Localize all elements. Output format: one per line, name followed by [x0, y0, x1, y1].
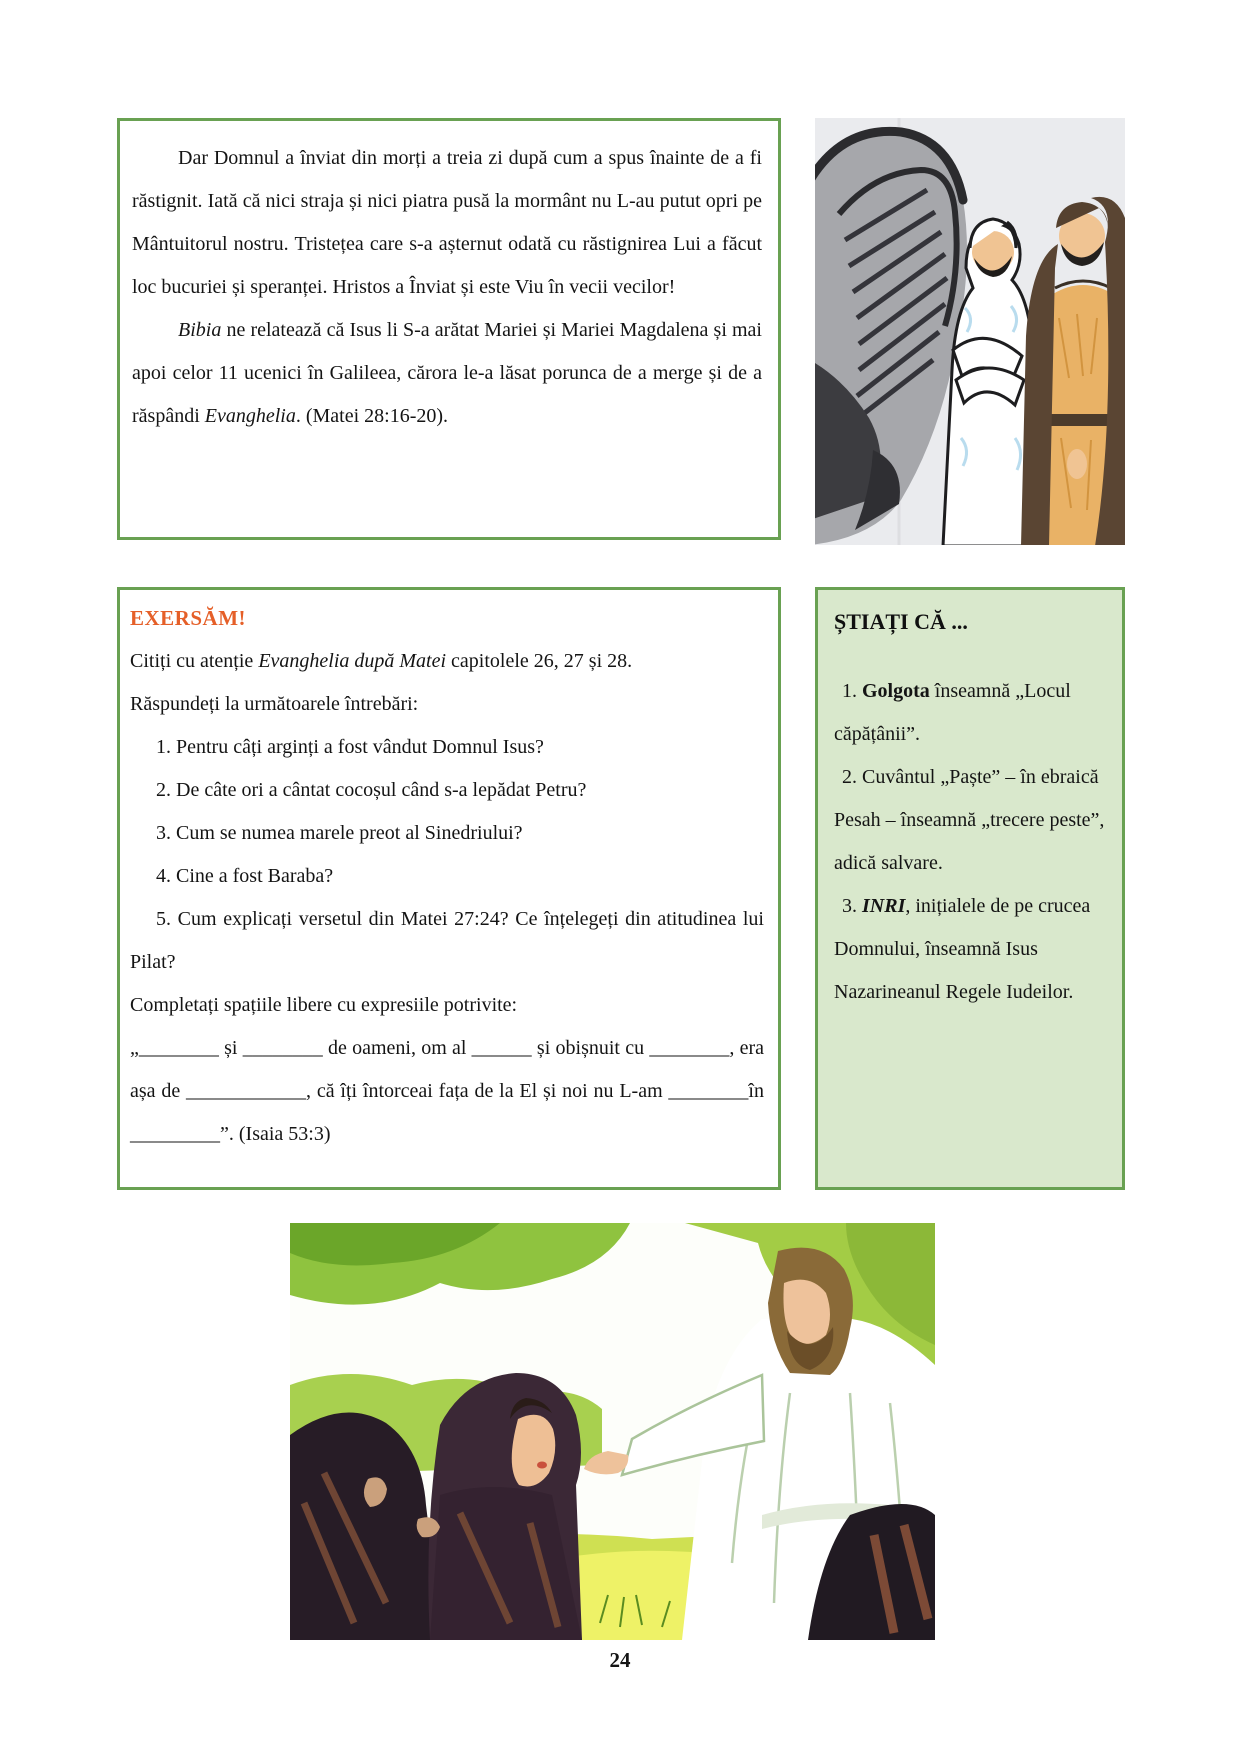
fact-1-number: 1.: [842, 680, 862, 702]
facts-heading: ȘTIAȚI CĂ ...: [834, 609, 968, 634]
fact-3-number: 3.: [842, 895, 862, 917]
tomb-illustration-svg: [815, 118, 1125, 545]
question-5: 5. Cum explicați versetul din Matei 27:24? Ce înțelegeți din atitudinea lui Pilat?: [130, 908, 764, 973]
italic-bibia: Bibia: [178, 319, 222, 341]
fact-3-term: INRI: [862, 895, 906, 917]
question-3: 3. Cum se numea marele preot al Sinedriului?: [156, 822, 523, 844]
fill-in-blanks: „________ și ________ de oameni, om al ______ și obișnuit cu ________, era așa de ____________, că îți întorceai fața de la El și noi nu L-am ________în _________”. (Isaia 53:3): [130, 1037, 764, 1145]
reading-box: [117, 118, 781, 540]
reading-paragraph-2-text: ne relatează că Isus li S-a arătat Mariei și Mariei Magdalena și mai apoi celor 11 ucenici în Galileea, cărora le-a lăsat porunca de a merge și de a răspândi: [132, 319, 762, 427]
reading-paragraph-2-ref: . (Matei 28:16-20).: [295, 405, 449, 427]
exercise-subtitle: Răspundeți la următoarele întrebări:: [130, 693, 419, 715]
question-2: 2. De câte ori a cântat cocoșul când s-a lepădat Petru?: [156, 779, 587, 801]
fact-item-2: 2. Cuvântul „Paște” – în ebraică Pesah – înseamnă „trecere peste”, adică salvare.: [834, 766, 1105, 874]
exercise-box: [117, 587, 781, 1190]
question-4: 4. Cine a fost Baraba?: [156, 865, 334, 887]
reading-paragraph-1: Dar Domnul a înviat din morți a treia zi după cum a spus înainte de a fi răstignit. Iată că nici straja și nici piatra pusă la mormânt nu L-au putut opri pe Mântuitorul nostru. Tristețea care s-a așternut odată cu răstignirea Lui a făcut loc bucuriei și speranței. Hristos a Înviat și este Viu în vecii vecilor!: [132, 147, 762, 298]
fact-1-term: Golgota: [862, 680, 930, 702]
fact-3-text: , inițialele de pe crucea Domnului, înseamnă Isus Nazarineanul Regele Iudeilor.: [834, 895, 1091, 1003]
fact-item-3: [834, 885, 1106, 1014]
fact-1-text: înseamnă „Locul căpățânii”.: [834, 680, 1071, 745]
reading-paragraph-2: [132, 309, 762, 438]
exercise-intro-text: Citiți cu atenție: [130, 650, 259, 672]
page-number: 24: [609, 1648, 631, 1672]
appearance-illustration-svg: [290, 1223, 935, 1640]
question-1: 1. Pentru câți arginți a fost vândut Domnul Isus?: [156, 736, 544, 758]
fill-in-title: Completați spațiile libere cu expresiile potrivite:: [130, 994, 518, 1016]
tomb-illustration: [815, 118, 1125, 545]
exercise-intro-chapters: capitolele 26, 27 și 28.: [446, 650, 633, 672]
facts-box: [815, 587, 1125, 1190]
appearance-illustration: [290, 1223, 935, 1640]
exercise-heading: EXERSĂM!: [130, 606, 247, 630]
italic-evanghelia-dupa-matei: Evanghelia după Matei: [258, 650, 447, 672]
exercise-intro: [130, 640, 764, 683]
fact-item-1: [834, 670, 1106, 756]
italic-evanghelia: Evanghelia: [204, 405, 296, 427]
